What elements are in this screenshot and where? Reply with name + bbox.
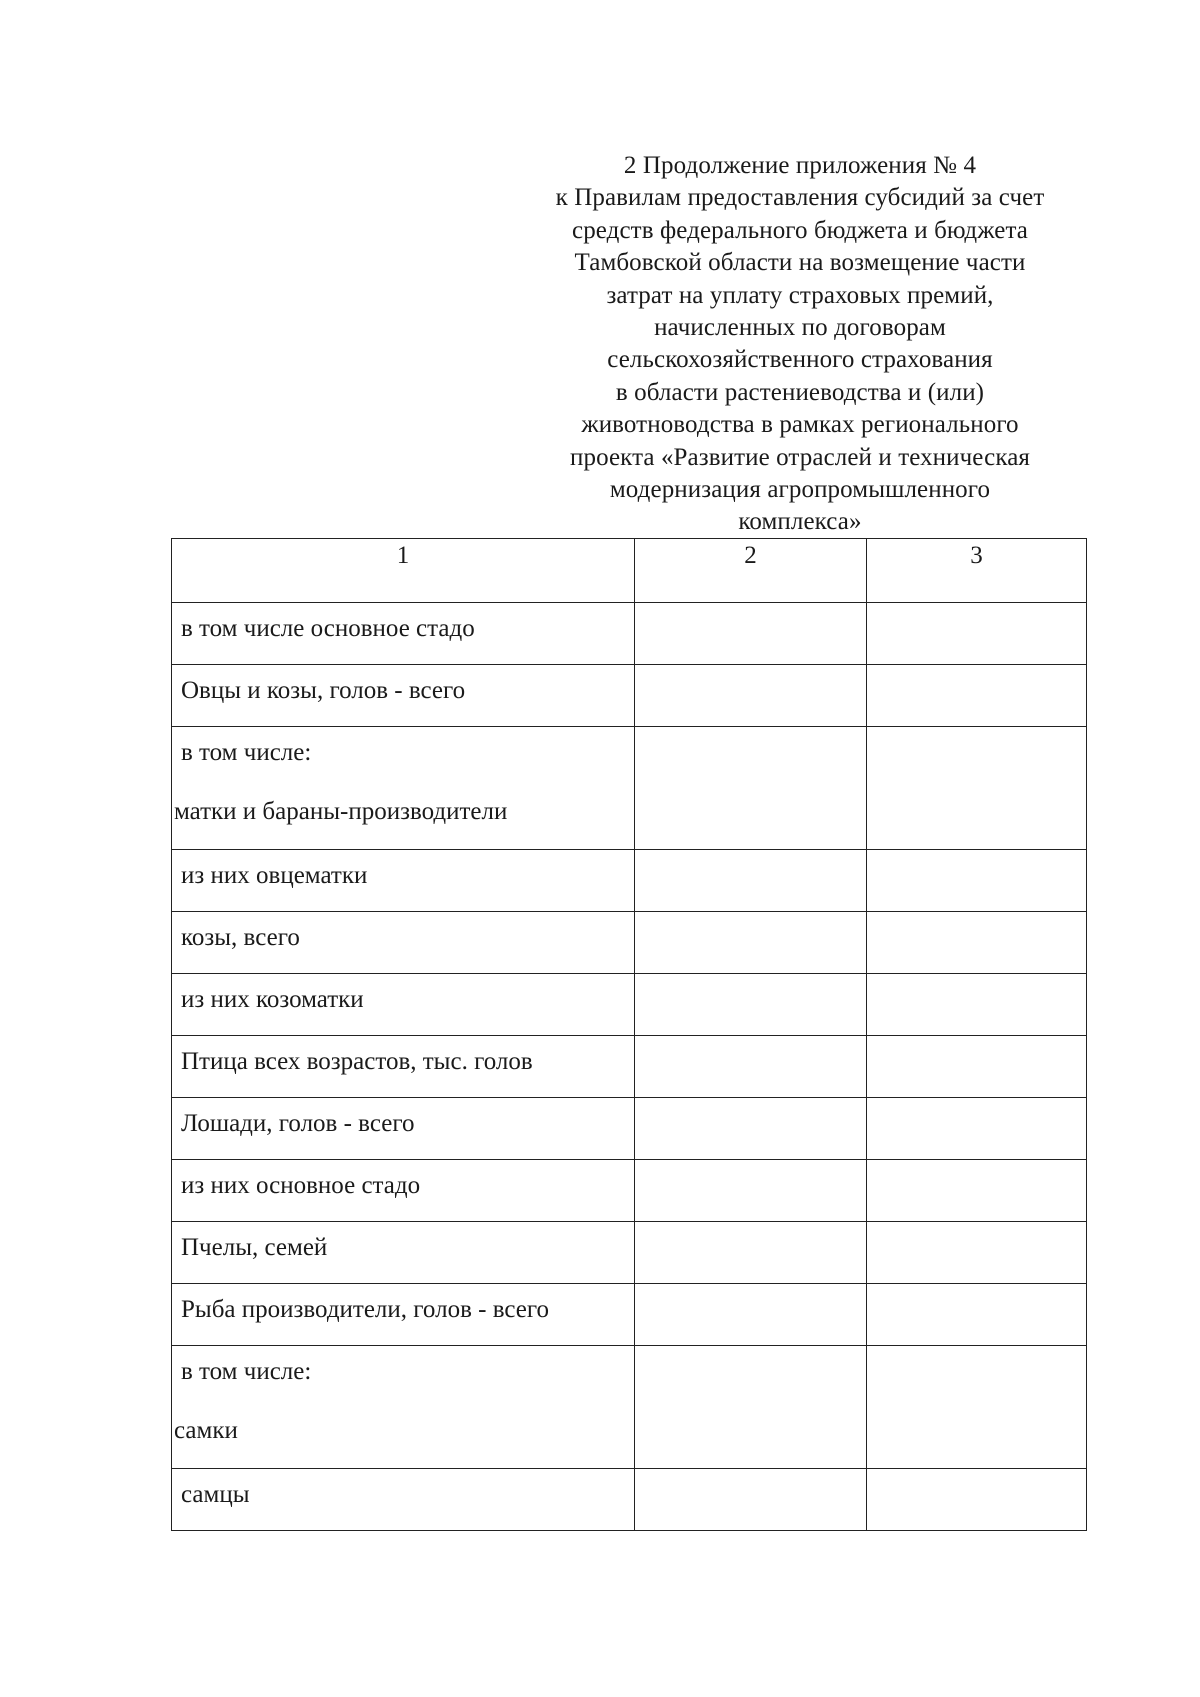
value-cell xyxy=(867,974,1087,1036)
value-cell xyxy=(635,1284,867,1346)
value-cell xyxy=(867,665,1087,727)
value-cell xyxy=(635,1346,867,1469)
table-row xyxy=(172,665,1087,727)
table-row xyxy=(172,912,1087,974)
row-sublabel: матки и бараны-производители xyxy=(174,798,508,825)
table-row xyxy=(172,1346,1087,1469)
table-header-row xyxy=(172,539,1087,603)
row-label: из них основное стадо xyxy=(181,1172,421,1199)
column-header: 3 xyxy=(867,539,1087,603)
row-label: самцы xyxy=(181,1481,250,1508)
value-cell xyxy=(867,850,1087,912)
value-cell xyxy=(867,1346,1087,1469)
header-line: сельскохозяйственного страхования xyxy=(607,346,993,374)
value-cell xyxy=(635,665,867,727)
row-label: Рыба производители, голов - всего xyxy=(181,1296,549,1323)
value-cell xyxy=(635,850,867,912)
table-row xyxy=(172,974,1087,1036)
value-cell xyxy=(867,1469,1087,1531)
value-cell xyxy=(635,1469,867,1531)
row-label-cell xyxy=(172,912,635,974)
value-cell xyxy=(867,1222,1087,1284)
column-header: 1 xyxy=(172,539,635,603)
row-label-cell xyxy=(172,665,635,727)
row-label-cell xyxy=(172,1160,635,1222)
value-cell xyxy=(867,1160,1087,1222)
value-cell xyxy=(635,1222,867,1284)
value-cell xyxy=(867,1036,1087,1098)
column-header: 2 xyxy=(635,539,867,603)
value-cell xyxy=(635,603,867,665)
value-cell xyxy=(635,1036,867,1098)
table-row xyxy=(172,1222,1087,1284)
value-cell xyxy=(635,1160,867,1222)
header-line: начисленных по договорам xyxy=(654,314,946,342)
row-label-cell xyxy=(172,974,635,1036)
row-label-cell xyxy=(172,727,635,850)
header-line: модернизация агропромышленного xyxy=(609,476,991,504)
row-label: в том числе основное стадо xyxy=(181,615,475,642)
row-label-cell xyxy=(172,850,635,912)
value-cell xyxy=(635,727,867,850)
row-label-cell xyxy=(172,1222,635,1284)
header-line: в области растениеводства и (или) xyxy=(615,378,985,406)
row-label: из них овцематки xyxy=(181,862,368,889)
header-line: животноводства в рамках регионального xyxy=(581,411,1019,439)
table-row xyxy=(172,1284,1087,1346)
row-label: в том числе: xyxy=(181,1358,312,1385)
header-line: Тамбовской области на возмещение части xyxy=(574,249,1026,277)
value-cell xyxy=(867,1284,1087,1346)
row-label-cell xyxy=(172,1346,635,1469)
table-row xyxy=(172,1160,1087,1222)
row-label: Птица всех возрастов, тыс. голов xyxy=(181,1048,533,1075)
value-cell xyxy=(635,912,867,974)
table-row xyxy=(172,1036,1087,1098)
value-cell xyxy=(867,1098,1087,1160)
row-label: Пчелы, семей xyxy=(181,1234,328,1261)
value-cell xyxy=(635,974,867,1036)
table-row xyxy=(172,603,1087,665)
table-row xyxy=(172,850,1087,912)
row-label: из них козоматки xyxy=(181,986,364,1013)
row-label-cell xyxy=(172,1098,635,1160)
value-cell xyxy=(635,1098,867,1160)
row-sublabel: самки xyxy=(174,1417,238,1444)
header-line: затрат на уплату страховых премий, xyxy=(606,281,994,309)
value-cell xyxy=(867,603,1087,665)
row-label: козы, всего xyxy=(181,924,300,951)
appendix-header xyxy=(520,150,1080,539)
row-label: Овцы и козы, голов - всего xyxy=(181,677,466,704)
value-cell xyxy=(867,912,1087,974)
header-line: 2 Продолжение приложения № 4 xyxy=(623,152,977,179)
table-row xyxy=(172,727,1087,850)
header-line: к Правилам предоставления субсидий за счет xyxy=(555,184,1045,212)
header-line: средств федерального бюджета и бюджета xyxy=(572,216,1028,244)
row-label-cell xyxy=(172,1036,635,1098)
livestock-table xyxy=(171,538,1087,1531)
row-label: Лошади, голов - всего xyxy=(181,1110,415,1137)
row-label-cell xyxy=(172,603,635,665)
header-line: проекта «Развитие отраслей и техническая xyxy=(569,443,1030,471)
row-label-cell xyxy=(172,1469,635,1531)
row-label: в том числе: xyxy=(181,739,312,766)
value-cell xyxy=(867,727,1087,850)
table-row xyxy=(172,1098,1087,1160)
row-label-cell xyxy=(172,1284,635,1346)
header-line: комплекса» xyxy=(738,508,862,536)
table-row xyxy=(172,1469,1087,1531)
